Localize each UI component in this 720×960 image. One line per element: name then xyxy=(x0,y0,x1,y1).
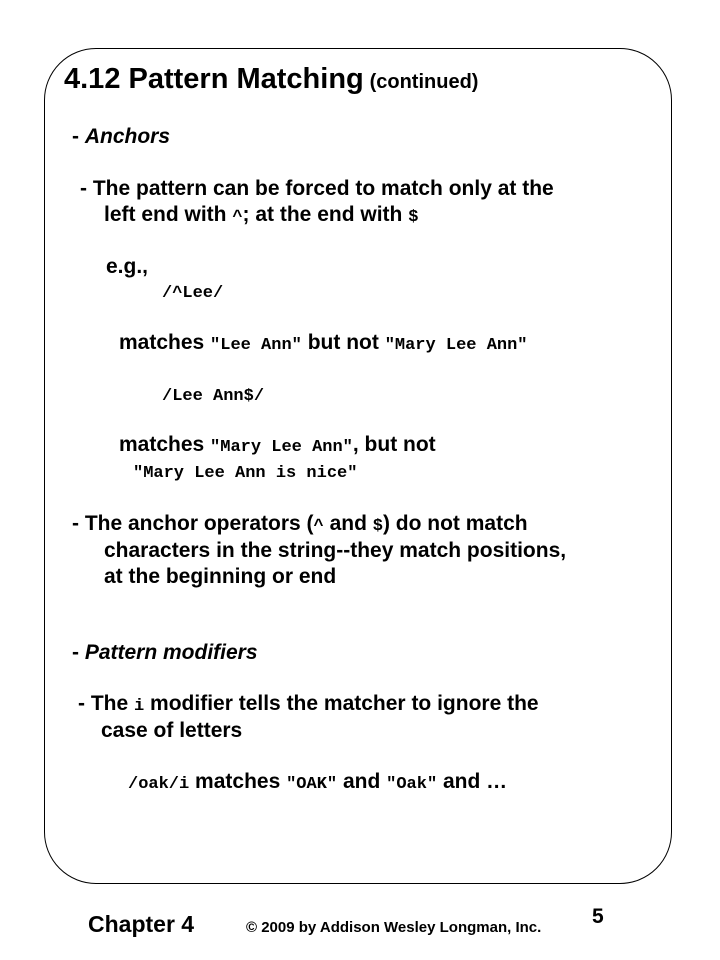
anchors-heading xyxy=(72,124,170,150)
anchor-line-2b: ; at the end with xyxy=(242,203,409,226)
modifier-line-1 xyxy=(78,691,539,720)
operators-line-3: at the beginning or end xyxy=(104,565,337,588)
modifier-i: i xyxy=(134,697,145,716)
example2-match: "Mary Lee Ann" xyxy=(210,438,353,457)
example3-pattern: /oak/i xyxy=(128,775,190,794)
example1-line xyxy=(119,330,528,359)
anchor-line-2 xyxy=(104,202,418,231)
footer-copyright: © 2009 by Addison Wesley Longman, Inc. xyxy=(246,919,542,936)
example1-nomatch: "Mary Lee Ann" xyxy=(384,336,528,355)
title-main: 4.12 Pattern Matching xyxy=(64,63,364,95)
modifier-line-1a: - The xyxy=(78,692,134,715)
caret-symbol: ^ xyxy=(232,208,243,227)
example3-matches: matches xyxy=(189,770,287,793)
modifier-line-2: case of letters xyxy=(101,719,243,742)
example1-pattern: /^Lee/ xyxy=(162,284,224,303)
anchor-line-2a: left end with xyxy=(104,203,233,226)
comma-but-not: , but not xyxy=(352,433,436,456)
example1-match: "Lee Ann" xyxy=(210,336,302,355)
modifier-line-1b: modifier tells the matcher to ignore the xyxy=(144,692,539,715)
anchors-heading-dash: - xyxy=(72,125,85,148)
and-word: and xyxy=(323,512,373,535)
modifiers-heading-dash: - xyxy=(72,641,85,664)
operators-line-2: characters in the string--they match positions, xyxy=(104,539,567,562)
modifiers-heading-text: Pattern modifiers xyxy=(84,641,258,664)
example3-tail: and … xyxy=(437,770,508,793)
operators-line-1 xyxy=(72,511,528,540)
eg-label: e.g., xyxy=(106,255,149,278)
page-number: 5 xyxy=(592,905,604,928)
dollar-symbol-2: $ xyxy=(372,517,383,536)
anchors-heading-text: Anchors xyxy=(84,125,171,148)
example3-line xyxy=(128,769,507,798)
example3-and: and xyxy=(337,770,387,793)
operators-line-1b: ) do not match xyxy=(382,512,528,535)
caret-symbol-2: ^ xyxy=(313,517,324,536)
slide-title xyxy=(64,62,478,96)
example3-val2: "Oak" xyxy=(386,775,438,794)
example2-pattern: /Lee Ann$/ xyxy=(162,387,265,406)
operators-line-1a: - The anchor operators ( xyxy=(72,512,314,535)
matches-word: matches xyxy=(119,331,211,354)
example2-nomatch: "Mary Lee Ann is nice" xyxy=(133,464,358,483)
dollar-symbol: $ xyxy=(408,208,419,227)
example3-val1: "OAK" xyxy=(286,775,338,794)
modifiers-heading xyxy=(72,640,258,666)
anchor-line-1: - The pattern can be forced to match only at the xyxy=(80,177,554,200)
footer-chapter: Chapter 4 xyxy=(88,911,195,937)
matches-word-2: matches xyxy=(119,433,211,456)
example2-line xyxy=(119,432,436,461)
title-sub: (continued) xyxy=(369,71,479,93)
but-not-word: but not xyxy=(301,331,385,354)
